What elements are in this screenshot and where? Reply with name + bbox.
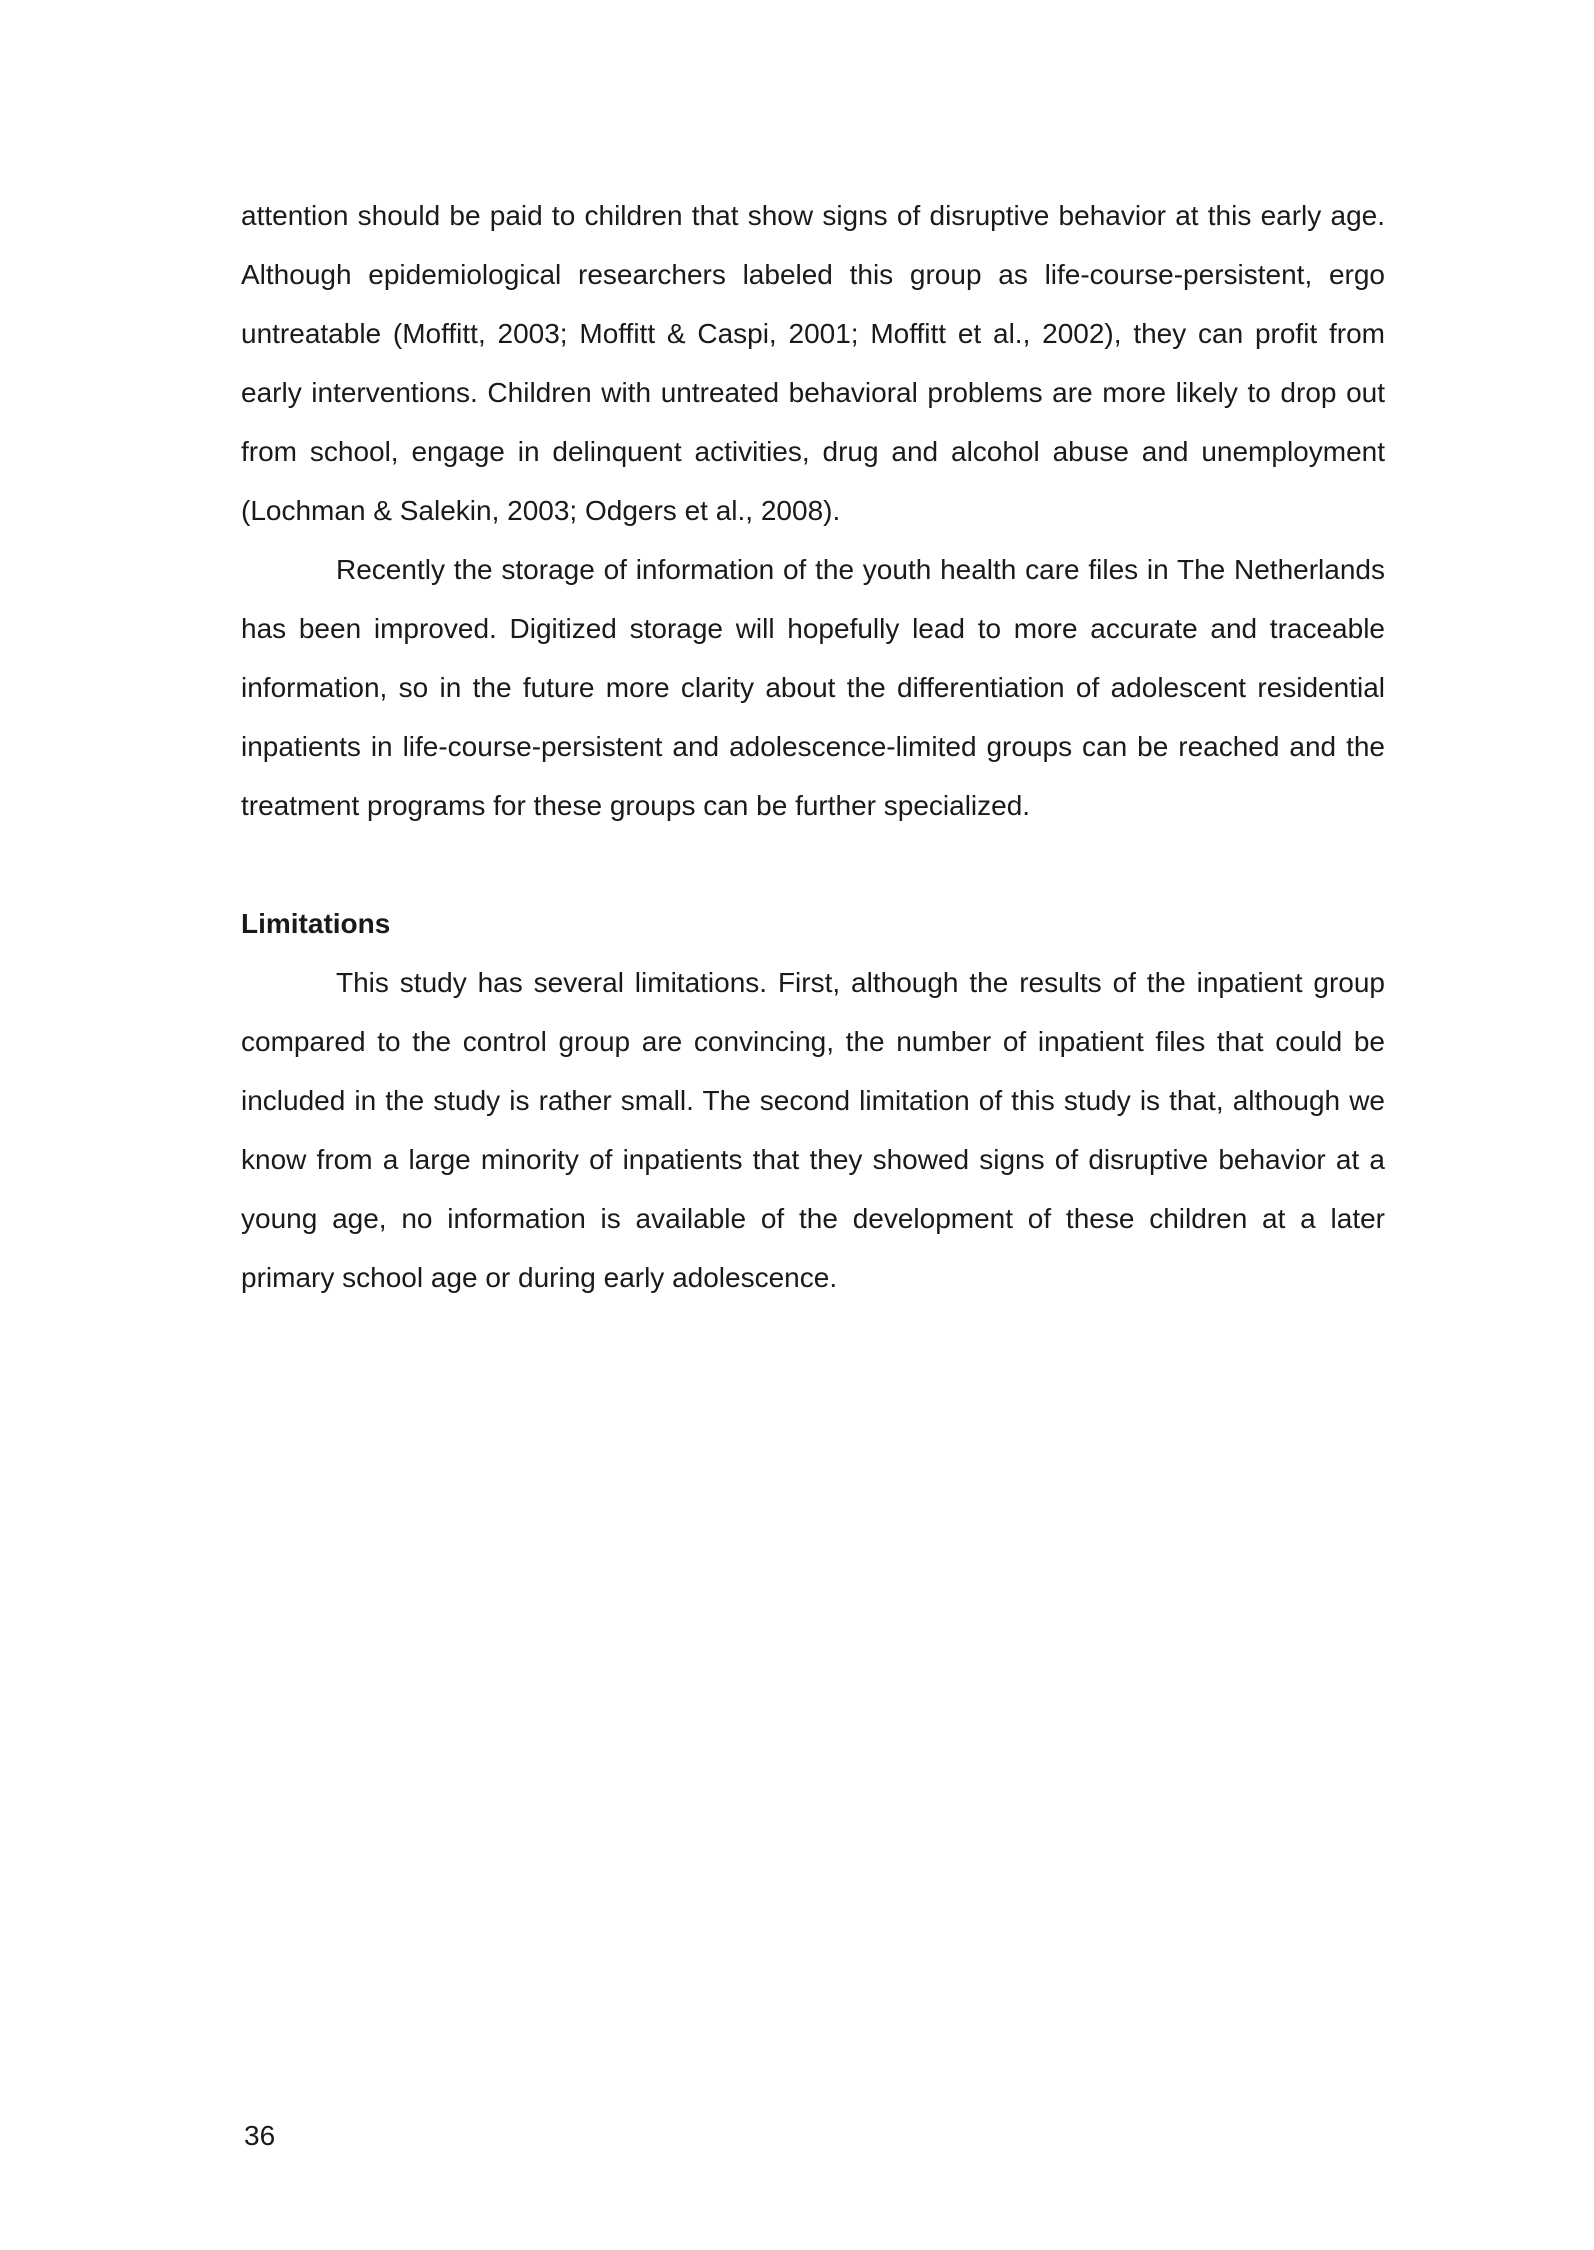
paragraph-limitations: This study has several limitations. First, although the results of the inpatient group compared to the control group are convincing, the number of inpatient files that could be included in the study is rather small. The second limitation of this study is that, although we know from a large minority of inpatients that they showed signs of disruptive behavior at a young age, no information is available of the development of these children at a later primary school age or during early adolescence. — [241, 967, 1385, 1293]
section-heading-limitations: Limitations — [241, 908, 391, 939]
page-number: 36 — [244, 2120, 276, 2151]
paragraph-storage: Recently the storage of information of the youth health care files in The Netherlands has been improved. Digitized storage will hopefully lead to more accurate and traceable information, so in the future more clarity about the differentiation of adolescent residential inpatients in life-course-persistent and adolescence-limited groups can be reached and the treatment programs for these groups can be further specialized. — [241, 554, 1385, 821]
page-body — [241, 186, 1385, 1307]
paragraph-continuation: attention should be paid to children that show signs of disruptive behavior at this early age. Although epidemiological researchers labeled this group as life-course-persistent, ergo untreatable (Moffitt, 2003; Moffitt & Caspi, 2001; Moffitt et al., 2002), they can profit from early interventions. Children with untreated behavioral problems are more likely to drop out from school, engage in delinquent activities, drug and alcohol abuse and unemployment (Lochman & Salekin, 2003; Odgers et al., 2008). — [241, 200, 1385, 526]
